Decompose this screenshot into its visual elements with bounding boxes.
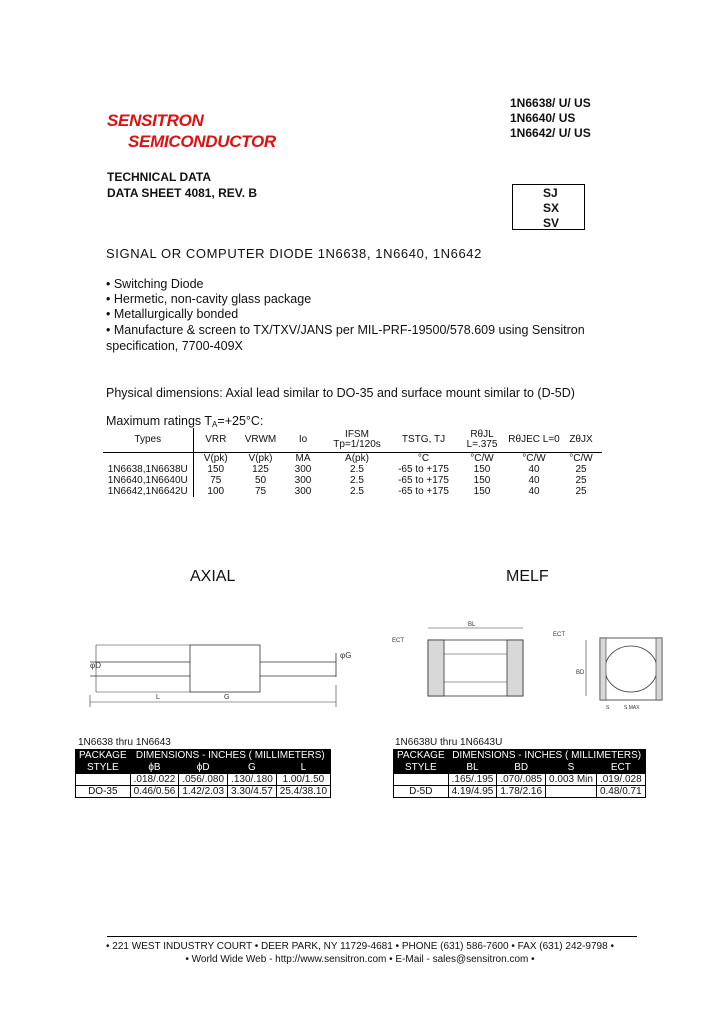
s-max-label: S MAX [624, 705, 640, 711]
table-cell: -65 to +175 [398, 475, 449, 486]
unit-cell: °C/W [470, 453, 494, 464]
col-header: BD [497, 762, 546, 774]
part-number-1: 1N6638/ U/ US [510, 96, 591, 110]
table-cell: 40 [528, 486, 540, 497]
suffix-sj: SJ [543, 186, 558, 200]
ect-label-left: ECT [392, 638, 404, 644]
package-header: PACKAGE [394, 750, 449, 762]
header-ifsm: IFSM Tp=1/120s [323, 428, 391, 453]
bl-label: BL [468, 622, 476, 628]
s-label: S [606, 705, 610, 711]
table-cell: 125 [252, 464, 269, 475]
table-cell: .165/.195 [448, 774, 497, 786]
table-cell: D-5D [394, 786, 449, 798]
feature-4-cont: specification, 7700-409X [106, 339, 243, 353]
ect-label-right: ECT [553, 632, 565, 638]
table-cell: -65 to +175 [398, 486, 449, 497]
ratings-units-row [103, 453, 602, 465]
footer-divider [107, 936, 637, 937]
document-title: SIGNAL OR COMPUTER DIODE 1N6638, 1N6640, 1N6642 [106, 246, 482, 261]
table-cell: 25 [575, 475, 587, 486]
table-cell: 300 [294, 486, 312, 497]
footer-address: • 221 WEST INDUSTRY COURT • DEER PARK, NY 11729-4681 • PHONE (631) 586-7600 • FAX (631) 242-9798 • [106, 941, 614, 952]
header-vrwm: VRWM [238, 428, 283, 453]
header-io: Io [283, 428, 323, 453]
table-row [394, 774, 646, 786]
part-number-3: 1N6642/ U/ US [510, 126, 591, 140]
unit-cell: V(pk) [248, 453, 273, 464]
dimensions-header: DIMENSIONS - INCHES ( MILLIMETERS) [448, 750, 645, 762]
melf-package-drawing [388, 612, 688, 717]
table-cell: .130/.180 [228, 774, 277, 786]
col-header: L [276, 762, 330, 774]
table-cell: 1N6642,1N6642U [107, 486, 188, 497]
g-label: G [224, 694, 230, 701]
feature-1: • Switching Diode [106, 277, 204, 291]
footer-web: • World Wide Web - http://www.sensitron.com • E-Mail - sales@sensitron.com • [185, 954, 535, 965]
table-cell: 1.00/1.50 [276, 774, 330, 786]
table-row [76, 774, 331, 786]
melf-caption: 1N6638U thru 1N6643U [395, 737, 503, 748]
ratings-row [103, 475, 602, 486]
table-cell: 150 [473, 464, 491, 475]
bd-label: BD [576, 670, 585, 676]
col-header: ϕD [179, 762, 228, 774]
table-cell: 25 [575, 464, 587, 475]
unit-cell: °C/W [569, 453, 593, 464]
table-cell: 75 [254, 486, 267, 497]
table-row [76, 786, 331, 798]
table-cell: 2.5 [350, 475, 364, 486]
unit-cell: °C [417, 453, 430, 464]
table-cell [76, 774, 131, 786]
package-header: PACKAGE [76, 750, 131, 762]
suffix-sx: SX [543, 201, 560, 215]
unit-cell: °C/W [522, 453, 546, 464]
table-cell: 100 [193, 486, 238, 497]
ratings-table [103, 428, 602, 497]
logo-line2: SEMICONDUCTOR [128, 132, 276, 151]
header-rthjec: RθJEC L=0 [508, 428, 560, 453]
table-cell: 3.30/4.57 [228, 786, 277, 798]
table-cell: 300 [294, 464, 312, 475]
table-cell: .056/.080 [179, 774, 228, 786]
table-cell: 75 [193, 475, 238, 486]
table-cell: 150 [473, 475, 491, 486]
od-label: φD [90, 661, 101, 670]
table-cell: .019/.028 [596, 774, 645, 786]
unit-cell: V(pk) [193, 453, 238, 465]
table-cell: 25.4/38.10 [276, 786, 330, 798]
l-label: L [156, 694, 160, 701]
axial-title: AXIAL [190, 568, 236, 585]
header-tstg: TSTG, TJ [391, 428, 456, 453]
table-cell: 4.19/4.95 [448, 786, 497, 798]
ratings-header-row [103, 428, 602, 453]
suffix-sv: SV [543, 216, 560, 230]
table-cell: 1.78/2.16 [497, 786, 546, 798]
table-cell: .018/.022 [130, 774, 179, 786]
technical-data-label: TECHNICAL DATA [107, 170, 211, 184]
dimensions-header: DIMENSIONS - INCHES ( MILLIMETERS) [130, 750, 330, 762]
axial-caption: 1N6638 thru 1N6643 [78, 737, 171, 748]
table-cell: 40 [528, 475, 540, 486]
feature-4: • Manufacture & screen to TX/TXV/JANS per MIL-PRF-19500/578.609 using Sensitron [106, 323, 585, 337]
physical-dimensions-text: Physical dimensions: Axial lead similar to DO-35 and surface mount similar to (D-5D) [106, 386, 575, 400]
melf-dimensions-table [393, 749, 646, 798]
table-cell: 25 [575, 486, 587, 497]
max-ratings-label: Maximum ratings $T_A=+25^\circ C$: [106, 414, 264, 429]
table-cell: .070/.085 [497, 774, 546, 786]
col-header: ECT [596, 762, 645, 774]
col-header: G [228, 762, 277, 774]
table-cell: 50 [254, 475, 267, 486]
og-label: φG [340, 651, 352, 660]
data-sheet-label: DATA SHEET 4081, REV. B [107, 186, 258, 200]
table-cell: 150 [193, 464, 238, 475]
table-cell: 0.48/0.71 [596, 786, 645, 798]
table-cell: 1N6638,1N6638U [107, 464, 188, 475]
table-cell: DO-35 [76, 786, 131, 798]
unit-cell [103, 453, 193, 465]
style-header: STYLE [394, 762, 449, 774]
header-rthjl: RθJL L=.375 [456, 428, 508, 453]
col-header: BL [448, 762, 497, 774]
table-cell: 1.42/2.03 [179, 786, 228, 798]
melf-title: MELF [506, 568, 549, 585]
header-zthjx: ZθJX [560, 428, 602, 453]
table-row [394, 786, 646, 798]
col-header: S [546, 762, 597, 774]
unit-cell: MA [295, 453, 311, 464]
table-cell: 0.003 Min [546, 774, 597, 786]
col-header: ϕB [130, 762, 179, 774]
table-cell [394, 774, 449, 786]
table-cell: 1N6640,1N6640U [107, 475, 188, 486]
axial-dimensions-table [75, 749, 331, 798]
ratings-row [103, 464, 602, 475]
table-cell: -65 to +175 [398, 464, 449, 475]
axial-package-drawing [78, 635, 358, 715]
header-types: Types [103, 428, 193, 453]
feature-3: • Metallurgically bonded [106, 307, 239, 321]
feature-2: • Hermetic, non-cavity glass package [106, 292, 312, 306]
header-vrr: VRR [193, 428, 238, 453]
suffix-box [512, 184, 585, 230]
table-cell: 0.46/0.56 [130, 786, 179, 798]
table-cell: 40 [528, 464, 540, 475]
table-cell: 300 [294, 475, 312, 486]
ratings-row [103, 486, 602, 497]
table-cell: 150 [473, 486, 491, 497]
table-cell [546, 786, 597, 798]
part-number-2: 1N6640/ US [510, 111, 576, 125]
table-cell: 2.5 [350, 464, 364, 475]
logo-line1: SENSITRON [107, 111, 204, 130]
unit-cell: A(pk) [345, 453, 369, 464]
table-cell: 2.5 [350, 486, 364, 497]
style-header: STYLE [76, 762, 131, 774]
